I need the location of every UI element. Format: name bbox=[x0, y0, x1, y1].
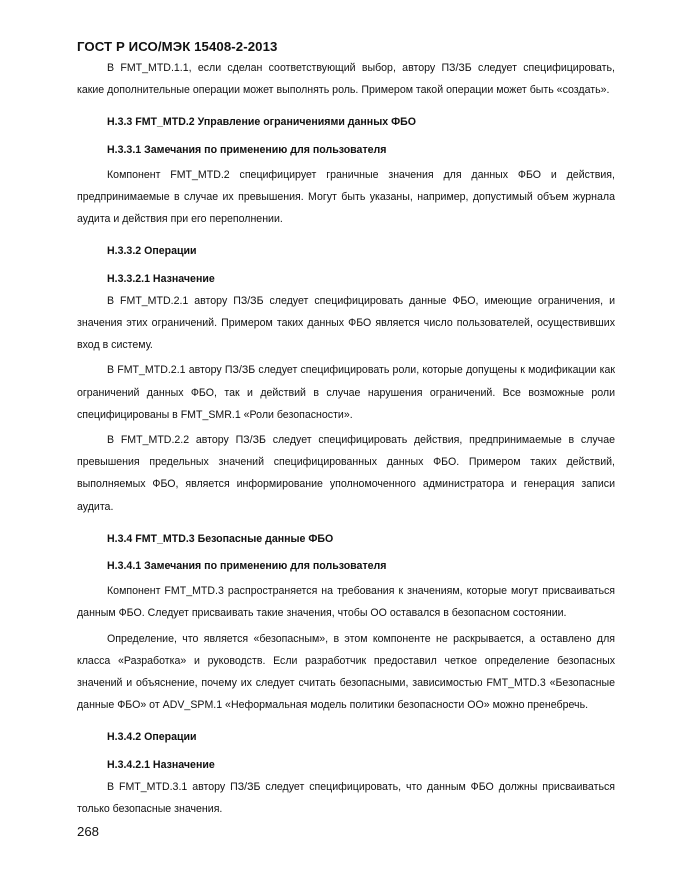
heading-h-3-4: Н.3.4 FMT_MTD.3 Безопасные данные ФБО bbox=[107, 532, 334, 545]
heading-h-3-3-1: Н.3.3.1 Замечания по применению для пользователя bbox=[107, 143, 387, 156]
paragraph-mtd-3-1: В FMT_MTD.3.1 автору ПЗ/ЗБ следует специфицировать, что данным ФБО должны присваиваться только безопасные значения. bbox=[77, 780, 615, 816]
paragraph-mtd-1-1: В FMT_MTD.1.1, если сделан соответствующий выбор, автору ПЗ/ЗБ следует специфицировать, какие дополнительные операции может выполнять роль. Примером такой операции может быть «создать». bbox=[77, 62, 615, 97]
paragraph-mtd-3-definition: Определение, что является «безопасным», в этом компоненте не раскрывается, а оставлено для класса «Разработка» и руководств. Если разработчик предоставил четкое определение безопасных значений и объяснение, почему их следует считать безопасными, зависимостью FMT_MTD.3 «Безопасные данные ФБО» от ADV_SPM.1 «Неформальная модель политики безопасности ОО» можно пренебречь. bbox=[77, 632, 615, 712]
page-body bbox=[77, 57, 615, 820]
heading-h-3-4-2: Н.3.4.2 Операции bbox=[107, 731, 197, 744]
heading-h-3-4-2-1: Н.3.4.2.1 Назначение bbox=[107, 758, 215, 771]
paragraph-mtd-2-1-roles: В FMT_MTD.2.1 автору ПЗ/ЗБ следует специфицировать роли, которые допущены к модификации как ограничений данных ФБО, так и действий в случае нарушения ограничений. Все возможные роли специфицированы в FMT_SMR.1 «Роли безопасности». bbox=[77, 364, 615, 421]
paragraph-mtd-2-2: В FMT_MTD.2.2 автору ПЗ/ЗБ следует специфицировать действия, предпринимаемые в случае превышения предельных значений специфицированных данных ФБО. Примером таких действий, выполняемых ФБО, является информирование уполномоченного администратора и генерация записи аудита. bbox=[77, 434, 615, 513]
heading-h-3-4-1: Н.3.4.1 Замечания по применению для пользователя bbox=[107, 560, 387, 573]
page-number: 268 bbox=[77, 824, 100, 839]
heading-h-3-3-2-1: Н.3.3.2.1 Назначение bbox=[107, 272, 215, 285]
paragraph-mtd-3-intro: Компонент FMT_MTD.3 распространяется на требования к значениям, которые могут присваиваться данным ФБО. Следует присваивать такие значения, чтобы ОО оставался в безопасном состоянии. bbox=[77, 585, 615, 620]
document-code-header: ГОСТ Р ИСО/МЭК 15408-2-2013 bbox=[77, 39, 278, 54]
heading-h-3-3-2: Н.3.3.2 Операции bbox=[107, 245, 197, 258]
heading-h-3-3: Н.3.3 FMT_MTD.2 Управление ограничениями данных ФБО bbox=[107, 116, 416, 129]
paragraph-mtd-2-1-data: В FMT_MTD.2.1 автору ПЗ/ЗБ следует специфицировать данные ФБО, имеющие ограничения, и значения этих ограничений. Примером таких данных ФБО является число пользователей, осуществивших вход в систему. bbox=[77, 294, 615, 352]
paragraph-mtd-2-intro: Компонент FMT_MTD.2 специфицирует граничные значения для данных ФБО и действия, предпринимаемые в случае их превышения. Могут быть указаны, например, допустимый объем журнала аудита и действия при его переполнении. bbox=[77, 168, 615, 226]
